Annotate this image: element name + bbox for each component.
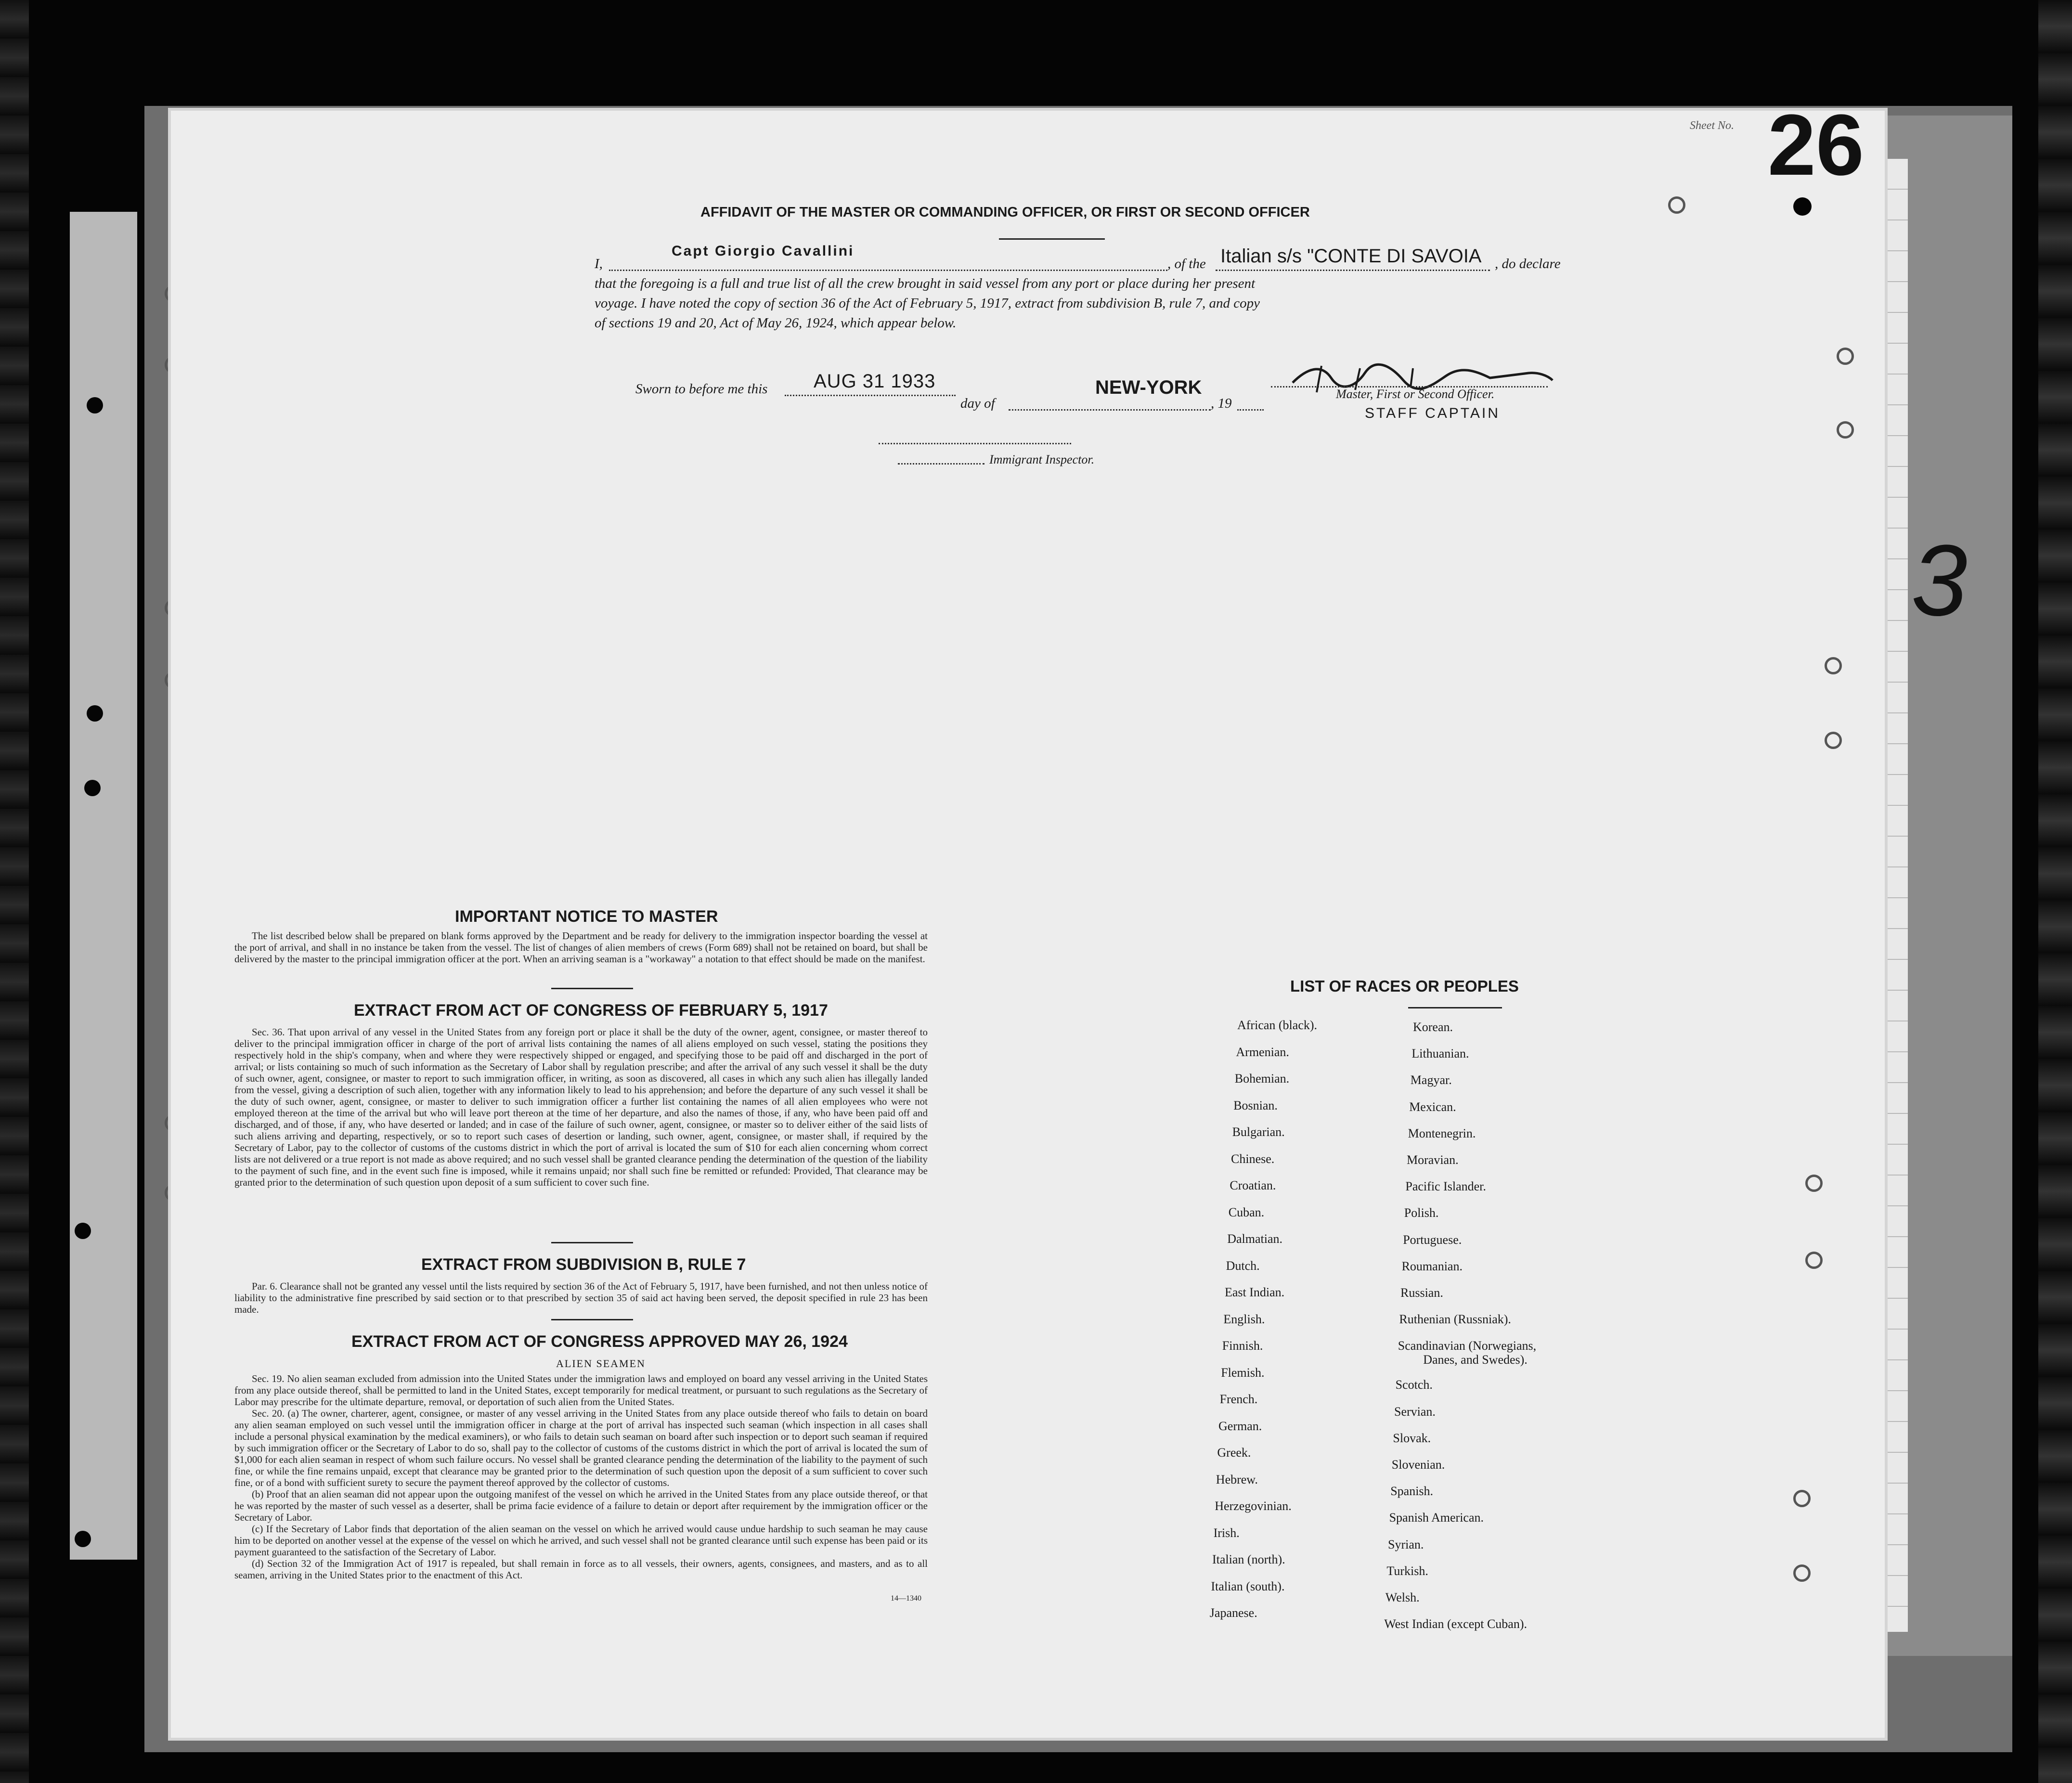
race-item: Polish. xyxy=(1404,1206,1439,1220)
affidavit-line4: of sections 19 and 20, Act of May 26, 1924, which appear below. xyxy=(595,315,957,331)
vessel-line xyxy=(1216,270,1490,271)
binder-hole xyxy=(84,780,101,796)
race-item: Hebrew. xyxy=(1216,1472,1258,1486)
master-name: Capt Giorgio Cavallini xyxy=(672,243,855,259)
binder-hole xyxy=(1793,1564,1811,1582)
extract-b-text: Par. 6. Clearance shall not be granted any vessel until the lists required by section 36 of the Act of February 5, 1917, have been furnished, and not then unless notice of liability to the administrative fine prescribed by said section or to that prescribed by section 35 of said act having been served, the deposit specified in rule 23 has been made. xyxy=(234,1280,928,1315)
sec-19: Sec. 19. No alien seaman excluded from admission into the United States under the immigration laws and employed on board any vessel arriving in the United States from any place outside thereof, shall be permitted to land in the United States, except temporarily for medical treatment, or pursuant to such regulations as the Secretary of Labor may prescribe for the ultimate departure, removal, or deportation of such alien from the United States. xyxy=(234,1373,928,1408)
race-item: Moravian. xyxy=(1407,1153,1459,1167)
binder-hole xyxy=(87,397,103,413)
inspector-label: Immigrant Inspector. xyxy=(989,452,1095,466)
margin-mark: 3 xyxy=(1911,524,1968,637)
film-edge-left xyxy=(0,0,29,1783)
affidavit-i: I, xyxy=(595,256,603,271)
race-item: Irish. xyxy=(1213,1525,1240,1540)
race-item: Magyar. xyxy=(1410,1073,1452,1087)
inspector-line-2 xyxy=(898,463,984,465)
race-item: Ruthenian (Russniak). xyxy=(1399,1312,1511,1327)
race-item: Scotch. xyxy=(1395,1378,1433,1392)
race-item: Herzegovinian. xyxy=(1215,1499,1292,1513)
race-item: Dalmatian. xyxy=(1227,1232,1282,1246)
race-item: Greek. xyxy=(1217,1446,1251,1460)
race-item: Korean. xyxy=(1413,1020,1453,1034)
race-item: French. xyxy=(1219,1392,1258,1406)
binder-hole xyxy=(1793,1490,1811,1507)
sheet-number: 26 xyxy=(1767,111,1864,194)
race-item: Bohemian. xyxy=(1234,1072,1290,1085)
sec-20c: (c) If the Secretary of Labor finds that deportation of the alien seaman on the vessel on which he arrived would cause undue hardship to such seaman he may cause him to be deported on another vessel at the expense of the vessel on which he arrived, and such vessel shall not be granted clearance until such expense has been paid or its payment guaranteed to the satisfaction of the Secretary of Labor. xyxy=(234,1523,928,1558)
race-item: Finnish. xyxy=(1222,1339,1263,1353)
binder-hole xyxy=(1793,197,1812,216)
day-of-label: day of xyxy=(960,396,995,411)
name-line xyxy=(609,270,1167,271)
notice-text: The list described below shall be prepared on blank forms approved by the Department and be ready for delivery to the immigration inspector boarding the vessel at the port of arrival, and shall in no instance be taken from the vessel. The list of changes of alien members of crews (Form 689) shall not be retained on board, but shall be delivered by the master to the principal immigration officer at the port. When an arriving seaman is a "workaway" a notation to that effect should be made on the manifest. xyxy=(234,930,928,965)
sheet-label: Sheet No. xyxy=(1690,119,1734,132)
affidavit-line2: that the foregoing is a full and true list of all the crew brought in said vessel from any port or place during her present xyxy=(595,276,1256,291)
race-item: Slovak. xyxy=(1393,1431,1431,1445)
affidavit-line3: voyage. I have noted the copy of section 36 of the Act of February 5, 1917, extract from subdivision B, rule 7, and copy xyxy=(595,296,1260,311)
binder-hole xyxy=(75,1603,91,1619)
extract-1917-text: Sec. 36. That upon arrival of any vessel in the United States from any foreign port or place it shall be the duty of the owner, agent, consignee, or master thereof to deliver to the principal immigration officer in charge of the port of arrival lists containing the names of all aliens employed on such vessel, stating the positions they respectively hold in the ship's company, when and where they were respectively shipped or engaged, and specifying those to be paid off and discharged in the port of arrival; or lists containing so much of such information as the Secretary of Labor shall by regulation prescribe; and after the arrival of any such vessel it shall be the duty of such owner, agent, consignee, or master to report to such immigration officer, in writing, as soon as discovered, all cases in which any such alien has illegally landed from the vessel, giving a description of such alien, together with any information likely to lead to his apprehension; and before the departure of any such vessel it shall be the duty of such owner, agent, consignee, or master to deliver to such immigration officer a further list containing the names of all alien employees who were not employed thereon at the time of the arrival but who will leave port thereon at the time of her departure, and also the names of those, if any, who have been paid off and discharged, and of those, if any, who have deserted or landed; and in case of the failure of such owner, agent, consignee, or master so to deliver either of the said lists of such aliens arriving and departing, respectively, or so to report such cases of desertion or landing, such owner, agent, consignee, or master shall, if required by the Secretary of Labor, pay to the collector of customs of the customs district in which the port of arrival is located the sum of $10 for each alien concerning whom correct lists are not delivered or a true report is not made as above required; and no such vessel shall be granted clearance pending the determination of the question of the liability to the payment of such fine, and in the event such fine is imposed, while it remains unpaid; nor shall such fine be remitted or refunded: Provided, That clearance may be granted prior to the determination of such question upon deposit of a sum sufficient to cover such fine. xyxy=(234,1026,928,1188)
sec-20b: (b) Proof that an alien seaman did not appear upon the outgoing manifest of the vessel on which he arrived in the United States from any place outside thereof, or that he was reported by the master of such vessel as a deserter, shall be prima facie evidence of a failure to detain or deport after requirement by the immigration officer or the Secretary of Labor. xyxy=(234,1488,928,1523)
race-item: German. xyxy=(1218,1419,1262,1433)
binder-hole xyxy=(1837,421,1854,439)
extract-1924-title: EXTRACT FROM ACT OF CONGRESS APPROVED MAY 26, 1924 xyxy=(351,1332,848,1351)
race-item: Bulgarian. xyxy=(1232,1125,1285,1139)
affidavit-title: AFFIDAVIT OF THE MASTER OR COMMANDING OFFICER, OR FIRST OR SECOND OFFICER xyxy=(700,205,1310,220)
race-item: Cuban. xyxy=(1228,1205,1265,1219)
binder-hole xyxy=(1837,348,1854,365)
race-item: Russian. xyxy=(1400,1286,1443,1300)
extract-1917-title: EXTRACT FROM ACT OF CONGRESS OF FEBRUARY 5, 1917 xyxy=(354,1001,828,1020)
race-item: Dutch. xyxy=(1226,1258,1260,1273)
race-item: Welsh. xyxy=(1385,1590,1420,1604)
race-item: Lithuanian. xyxy=(1412,1047,1469,1061)
divider xyxy=(551,988,633,989)
race-item: Danes, and Swedes). xyxy=(1423,1353,1528,1367)
divider xyxy=(551,1319,633,1320)
binder-hole xyxy=(87,705,103,722)
race-item: East Indian. xyxy=(1225,1285,1285,1299)
do-declare-label: , do declare xyxy=(1495,256,1561,271)
of-the-label: , of the xyxy=(1167,256,1206,271)
divider xyxy=(999,238,1105,240)
binder-hole xyxy=(1805,1175,1823,1192)
vessel-name: Italian s/s "CONTE DI SAVOIA xyxy=(1220,245,1482,267)
divider xyxy=(551,1242,633,1243)
back-sheet-left xyxy=(70,212,137,1560)
place-name: NEW-YORK xyxy=(1095,377,1202,398)
place-line xyxy=(1009,409,1211,411)
master-label: Master, First or Second Officer. xyxy=(1336,387,1495,401)
binder-hole xyxy=(75,1531,91,1547)
binder-hole xyxy=(75,1223,91,1239)
race-item: West Indian (except Cuban). xyxy=(1384,1617,1527,1631)
race-item: Scandinavian (Norwegians, xyxy=(1398,1339,1537,1353)
year-line xyxy=(1237,409,1264,411)
date-stamp: AUG 31 1933 xyxy=(814,371,936,392)
date-line xyxy=(785,395,956,396)
extract-1924-text xyxy=(234,1373,928,1581)
film-edge-right xyxy=(2038,0,2072,1783)
race-item: African (black). xyxy=(1237,1018,1318,1032)
extract-1924-subtitle: ALIEN SEAMEN xyxy=(556,1357,646,1370)
divider xyxy=(1408,1007,1502,1008)
race-item: Flemish. xyxy=(1221,1365,1265,1380)
race-item: Japanese. xyxy=(1209,1606,1257,1620)
race-item: Italian (north). xyxy=(1212,1552,1285,1566)
race-item: Mexican. xyxy=(1409,1099,1456,1114)
race-item: Chinese. xyxy=(1231,1151,1275,1166)
race-item: Bosnian. xyxy=(1233,1098,1278,1112)
sworn-label: Sworn to before me this xyxy=(635,381,768,397)
sec-20a: Sec. 20. (a) The owner, charterer, agent, consignee, or master of any vessel arriving in the United States from any place outside thereof who fails to detain on board any alien seaman employed on such vessel until the immigration officer in charge at the port of arrival has inspected such seaman (which inspection in all cases shall include a personal physical examination by the medical examiners), or who fails to detain such seaman on board after such inspection or to deport such seaman if required by such immigration officer or the Secretary of Labor to do so, shall pay to the collector of customs of the customs district in which the port of arrival is located the sum of $1,000 for each alien seaman in respect of whom such failure occurs. No vessel shall be granted clearance pending the determination of the liability to the payment of such fine, or while the fine remains unpaid, except that clearance may be granted prior to the determination of such question upon the deposit of a sum sufficient to cover such fine, or of a bond with sufficient surety to secure the payment thereof approved by the collector of customs. xyxy=(234,1408,928,1488)
document-page xyxy=(171,111,1885,1738)
race-item: Spanish American. xyxy=(1389,1511,1484,1525)
year-label: , 19 xyxy=(1211,396,1232,411)
extract-b-title: EXTRACT FROM SUBDIVISION B, RULE 7 xyxy=(421,1255,746,1274)
binder-hole xyxy=(1668,196,1685,214)
races-title: LIST OF RACES OR PEOPLES xyxy=(1290,977,1519,995)
inspector-line-1 xyxy=(879,443,1071,444)
race-item: Montenegrin. xyxy=(1408,1126,1476,1140)
race-item: Croatian. xyxy=(1230,1178,1276,1192)
race-item: Roumanian. xyxy=(1401,1259,1463,1273)
race-item: Servian. xyxy=(1394,1404,1436,1419)
race-item: English. xyxy=(1223,1312,1265,1326)
binder-hole xyxy=(1805,1252,1823,1269)
race-item: Armenian. xyxy=(1236,1045,1289,1059)
race-item: Portuguese. xyxy=(1403,1232,1462,1247)
sec-20d: (d) Section 32 of the Immigration Act of 1917 is repealed, but shall remain in force as to all vessels, their owners, agents, consignees, and masters, and as to all seamen, arriving in the United States prior to the enactment of this Act. xyxy=(234,1558,928,1581)
binder-hole xyxy=(1825,657,1842,674)
race-item: Pacific Islander. xyxy=(1405,1179,1486,1194)
form-number: 14—1340 xyxy=(891,1594,921,1602)
race-item: Slovenian. xyxy=(1391,1458,1445,1472)
staff-captain: STAFF CAPTAIN xyxy=(1365,405,1500,421)
race-item: Turkish. xyxy=(1386,1563,1428,1578)
notice-title: IMPORTANT NOTICE TO MASTER xyxy=(455,907,718,926)
race-item: Spanish. xyxy=(1390,1484,1434,1499)
race-item: Italian (south). xyxy=(1211,1579,1285,1593)
binder-hole xyxy=(1825,732,1842,749)
race-item: Syrian. xyxy=(1388,1537,1424,1551)
